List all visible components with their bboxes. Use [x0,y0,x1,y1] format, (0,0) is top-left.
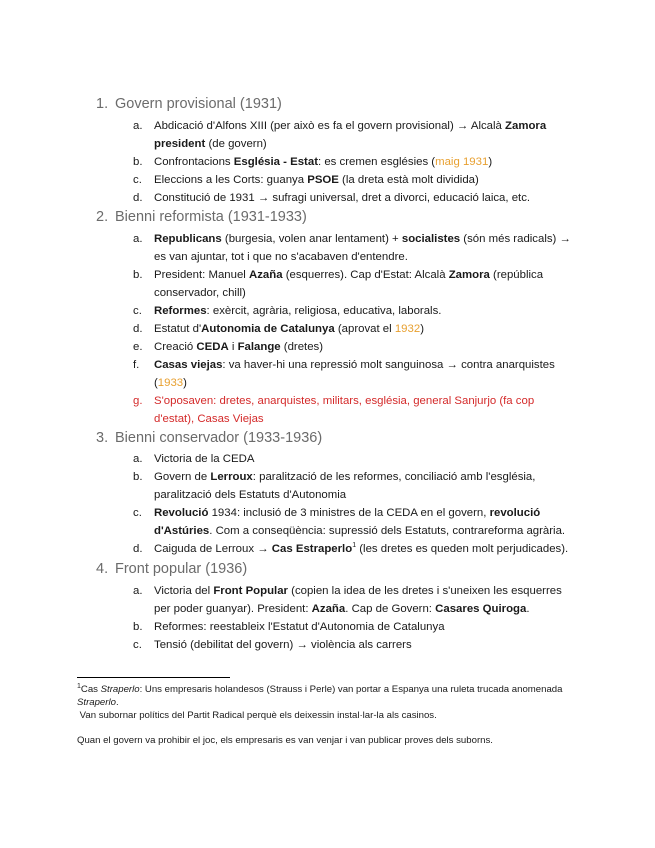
list-item: a. Abdicació d'Alfons XIII (per això es fa el govern provisional) → Alcalà Zamora president (de govern) [133,120,547,150]
list-item: a. Victoria del Front Popular (copien la idea de les dretes i s'uneixen les esquerres per poder guanyar). President: Azaña. Cap de Govern: Casares Quiroga. [133,585,562,615]
list-item: a. Victoria de la CEDA [133,453,255,465]
footnote-text-line3: Quan el govern va prohibir el joc, els empresaris es van venjar i van publicar proves dels suborns. [77,735,493,746]
footnote-separator [77,677,230,678]
list-item: d. Constitució de 1931 → sufragi universal, dret a divorci, educació laica, etc. [133,192,531,204]
section-heading-2: 2. Bienni reformista (1931-1933) [96,209,307,225]
footnote-text: $^1$Cas Straperlo: Uns empresaris holandesos (Strauss i Perle) van portar a Espanya una ruleta trucada anomenada Straperlo. [77,682,563,708]
list-item: d. Estatut d'Autonomia de Catalunya (aprovat el 1932) [133,323,424,335]
list-item: d. Caiguda de Lerroux → Cas Estraperlo$^1$ (les dretes es queden molt perjudicades). [133,542,569,555]
list-item: c. Eleccions a les Corts: guanya PSOE (la dreta està molt dividida) [133,174,479,186]
footnote-text-line2: Van subornar polítics del Partit Radical perquè els deixessin instal·lar-la als casinos. [79,710,437,721]
list-item: b. Reformes: reestableix l'Estatut d'Autonomia de Catalunya [133,621,445,633]
list-item: e. Creació CEDA i Falange (dretes) [133,341,324,353]
section-heading-3: 3. Bienni conservador (1933-1936) [96,430,323,446]
list-item: b. President: Manuel Azaña (esquerres). Cap d'Estat: Alcalà Zamora (república conservador, chill) [133,269,544,299]
list-item: c. Revolució 1934: inclusió de 3 ministres de la CEDA en el govern, revolució d'Astúries. Com a conseqüència: supressió dels Estatuts, contrareforma agrària. [133,507,566,537]
list-item: b. Confrontacions Església - Estat: es cremen esglésies (maig 1931) [133,156,493,168]
list-item: c. Tensió (debilitat del govern) → violència als carrers [133,639,412,651]
section-heading-1: 1. Govern provisional (1931) [96,96,282,112]
list-item: g. S'oposaven: dretes, anarquistes, militars, església, general Sanjurjo (fa cop d'estat), Casas Viejas [133,395,535,425]
list-item: c. Reformes: exèrcit, agrària, religiosa, educativa, laborals. [133,305,442,317]
section-heading-4: 4. Front popular (1936) [96,561,248,577]
list-item: a. Republicans (burgesia, volen anar lentament) + socialistes (són més radicals) → es van ajuntar, tot i que no s'acabaven d'entendre. [133,233,571,263]
list-item: f. Casas viejas: va haver-hi una repressió molt sanguinosa → contra anarquistes (1933) [133,359,555,389]
list-item: b. Govern de Lerroux: paralització de les reformes, conciliació amb l'església, paralització dels Estatuts d'Autonomia [133,471,536,501]
